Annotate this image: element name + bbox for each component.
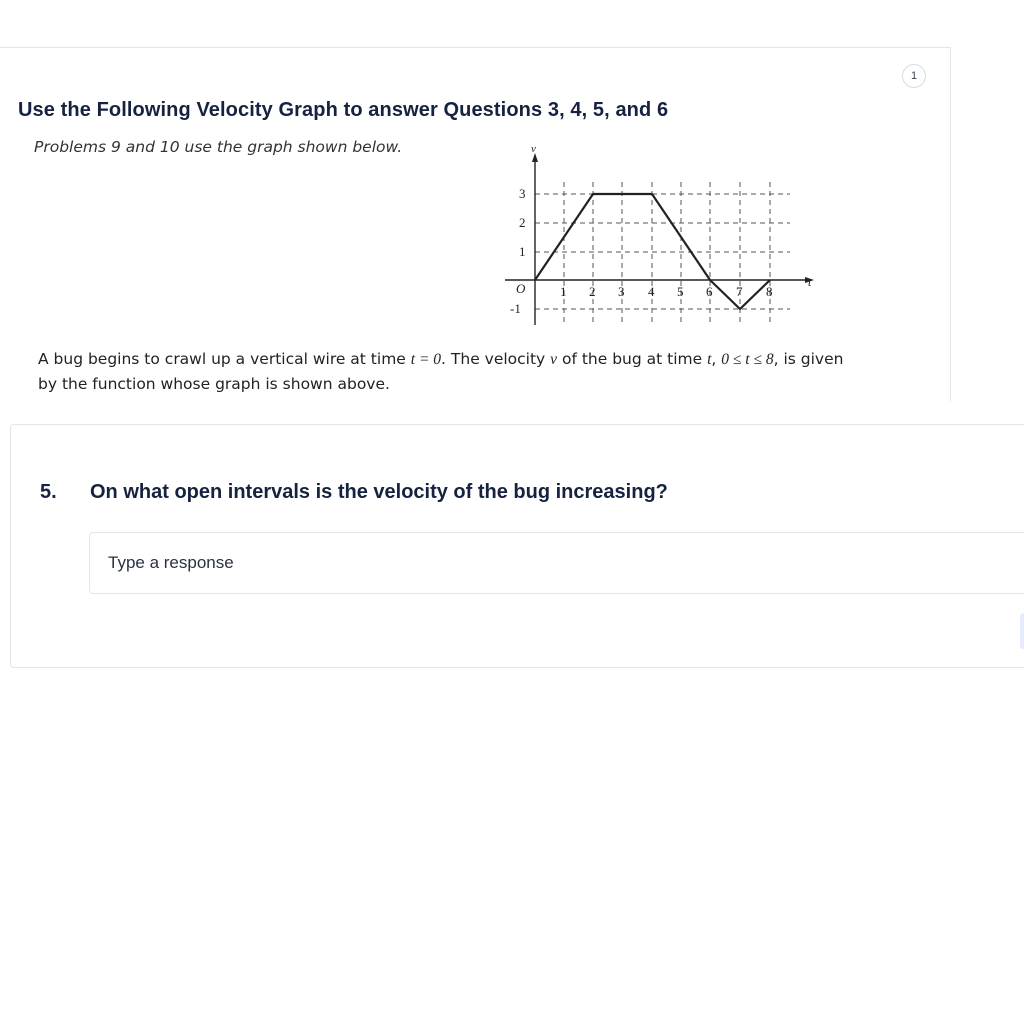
x-tick: 7 [736,284,743,299]
question-number-badge: 1 [902,64,926,88]
x-tick: 2 [589,284,596,299]
x-tick: 3 [618,284,625,299]
math-range: 0 ≤ t ≤ 8 [721,351,774,368]
question-number: 5. [40,481,57,503]
question-text: On what open intervals is the velocity of the bug increasing? [90,481,668,503]
x-tick: 1 [560,284,567,299]
description-text: , is given [773,350,844,368]
origin-label: O [516,281,526,296]
stimulus-description [38,347,918,396]
response-input[interactable] [89,532,1024,594]
y-tick: 1 [519,244,526,259]
y-tick: -1 [510,301,521,316]
x-tick: 6 [706,284,713,299]
axes [505,158,808,325]
description-text: , [711,350,722,368]
y-axis-label: v [531,143,536,155]
x-axis-label: t [808,275,812,289]
grid-lines [535,182,790,325]
description-text: of the bug at time [557,350,708,368]
math-t-equals-0: t = 0 [410,351,442,368]
y-tick: 3 [519,186,526,201]
stimulus-title: Use the Following Velocity Graph to answer Questions 3, 4, 5, and 6 [18,99,669,121]
problems-note: Problems 9 and 10 use the graph shown below. [34,138,403,156]
x-tick: 5 [677,284,684,299]
x-tick: 4 [648,284,655,299]
velocity-graph [500,135,820,330]
y-tick: 2 [519,215,526,230]
x-tick: 8 [766,284,773,299]
description-text: A bug begins to crawl up a vertical wire at time [38,350,411,368]
math-t: t [707,351,712,368]
description-text: by the function whose graph is shown above. [38,375,390,393]
math-v: v [550,351,558,368]
side-panel-tab[interactable] [1020,613,1024,649]
description-text: . The velocity [441,350,551,368]
